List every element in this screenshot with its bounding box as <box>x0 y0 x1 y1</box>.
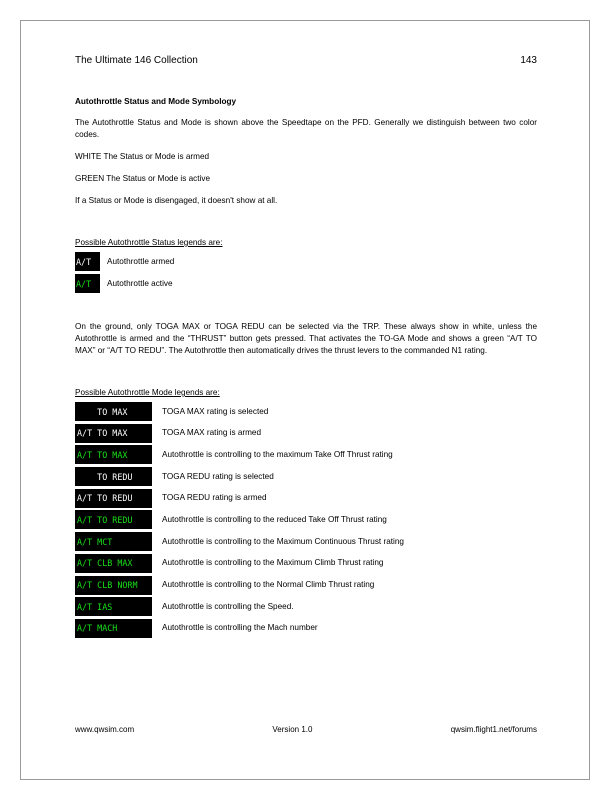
status-legend-item <box>75 274 537 293</box>
mode-code: A/T MACH <box>77 623 118 634</box>
mode-code-box <box>75 489 152 508</box>
mode-code-box <box>75 576 152 595</box>
footer-website: www.qwsim.com <box>75 725 135 734</box>
disengaged-line: If a Status or Mode is disengaged, it doesn't show at all. <box>75 196 278 205</box>
green-code-line: GREEN The Status or Mode is active <box>75 174 210 183</box>
mode-description: TOGA MAX rating is armed <box>162 428 262 438</box>
mode-code: A/T TO REDU <box>77 514 133 525</box>
mode-code-box <box>75 597 152 616</box>
mode-description: Autothrottle is controlling to the reduced Take Off Thrust rating <box>162 514 387 524</box>
mode-legend-list <box>75 402 537 638</box>
page-content <box>75 96 537 641</box>
mode-code: A/T TO MAX <box>77 428 128 439</box>
mode-legend-item <box>75 467 537 486</box>
mode-code-box <box>75 532 152 551</box>
mode-code: TO REDU <box>77 471 133 482</box>
mode-code: TO MAX <box>77 406 128 417</box>
intro-paragraph: The Autothrottle Status and Mode is shown above the Speedtape on the PFD. Generally we distinguish between two color codes. <box>75 118 537 139</box>
mode-legend-item <box>75 445 537 464</box>
mode-code-box <box>75 445 152 464</box>
mode-description: Autothrottle is controlling the Speed. <box>162 601 294 611</box>
status-legend-list <box>75 252 537 293</box>
status-description: Autothrottle active <box>107 278 173 288</box>
mode-legend-item <box>75 619 537 638</box>
section-heading: Autothrottle Status and Mode Symbology <box>75 97 237 106</box>
status-code: A/T <box>76 256 92 267</box>
status-legends-title: Possible Autothrottle Status legends are: <box>75 238 223 247</box>
mode-code: A/T IAS <box>77 601 113 612</box>
mode-code: A/T CLB NORM <box>77 580 138 590</box>
mode-code-box <box>75 619 152 638</box>
mode-legend-item <box>75 402 537 421</box>
mode-legend-item <box>75 489 537 508</box>
status-code-box <box>75 274 100 293</box>
mode-description: TOGA REDU rating is armed <box>162 493 267 503</box>
mode-code: A/T TO REDU <box>77 493 133 504</box>
mode-description: Autothrottle is controlling to the maximum Take Off Thrust rating <box>162 449 393 459</box>
mode-code-box <box>75 402 152 421</box>
page-number: 143 <box>520 55 537 66</box>
mode-code-box <box>75 554 152 573</box>
mode-description: TOGA REDU rating is selected <box>162 471 274 481</box>
status-legend-item <box>75 252 537 271</box>
document-title: The Ultimate 146 Collection <box>75 55 198 66</box>
mode-legend-item <box>75 576 537 595</box>
mode-code-box <box>75 510 152 529</box>
mode-code: A/T MCT <box>77 536 113 547</box>
status-code-box <box>75 252 100 271</box>
footer-forum: qwsim.flight1.net/forums <box>450 725 537 734</box>
page-footer <box>75 725 537 734</box>
mode-legend-item <box>75 532 537 551</box>
mode-description: Autothrottle is controlling to the Maximum Continuous Thrust rating <box>162 536 404 546</box>
mode-code: A/T CLB MAX <box>77 558 133 569</box>
status-description: Autothrottle armed <box>107 256 175 266</box>
mode-code-box <box>75 424 152 443</box>
footer-version: Version 1.0 <box>272 725 313 734</box>
mode-description: TOGA MAX rating is selected <box>162 406 269 416</box>
mode-code: A/T TO MAX <box>77 449 128 460</box>
ground-paragraph: On the ground, only TOGA MAX or TOGA REDU can be selected via the TRP. These always show in white, unless the Autothrottle is armed and the “THRUST” button gets pressed. That activates the TO-GA Mode and shows a green “A/T TO MAX” or “A/T TO REDU”. The Autothrottle then automatically drives the thrust levers to the commanded N1 rating. <box>75 322 537 355</box>
mode-legend-item <box>75 510 537 529</box>
mode-description: Autothrottle is controlling the Mach number <box>162 623 318 633</box>
status-code: A/T <box>76 278 92 289</box>
mode-legends-title: Possible Autothrottle Mode legends are: <box>75 388 220 397</box>
page-header <box>75 55 537 66</box>
mode-code-box <box>75 467 152 486</box>
white-code-line: WHITE The Status or Mode is armed <box>75 152 210 161</box>
mode-description: Autothrottle is controlling to the Maximum Climb Thrust rating <box>162 558 384 568</box>
mode-legend-item <box>75 424 537 443</box>
mode-description: Autothrottle is controlling to the Normal Climb Thrust rating <box>162 580 375 589</box>
mode-legend-item <box>75 554 537 573</box>
mode-legend-item <box>75 597 537 616</box>
